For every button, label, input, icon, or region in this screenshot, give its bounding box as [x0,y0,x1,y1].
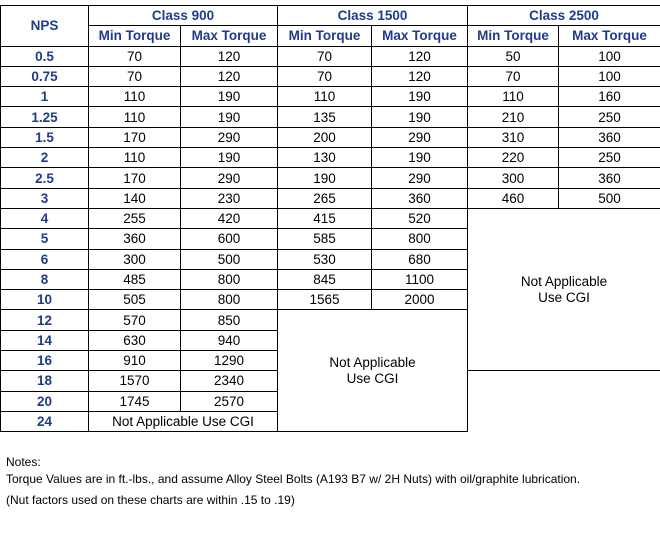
class-900-min-cell: 110 [89,87,181,107]
class-900-max-cell: 600 [181,229,278,249]
class-2500-max-cell: 250 [559,148,660,168]
class-1500-min-cell: 70 [278,46,372,66]
class-header: Class 900 [89,6,278,26]
not-applicable-cell-900: Not Applicable Use CGI [89,411,278,431]
nps-cell: 0.75 [1,66,89,86]
header-row-torque [1,26,660,46]
class-900-max-cell: 290 [181,168,278,188]
class-900-max-cell: 2570 [181,391,278,411]
class-900-min-cell: 485 [89,269,181,289]
use-cgi-text: Use CGI [538,289,590,305]
not-applicable-text: Not Applicable [329,354,416,370]
class-900-max-cell: 420 [181,208,278,228]
class-900-max-cell: 120 [181,46,278,66]
nps-cell: 3 [1,188,89,208]
class-900-max-cell: 230 [181,188,278,208]
class-900-max-cell: 2340 [181,371,278,391]
class-2500-min-cell: 310 [468,127,559,147]
nps-cell: 2 [1,148,89,168]
nps-cell: 1.5 [1,127,89,147]
class-900-max-cell: 500 [181,249,278,269]
class-1500-max-cell: 800 [372,229,468,249]
class-2500-min-cell: 70 [468,66,559,86]
class-900-min-cell: 910 [89,351,181,371]
table-row [1,208,660,228]
max-torque-header: Max Torque [181,26,278,46]
nps-cell: 2.5 [1,168,89,188]
table-row [1,188,660,208]
torque-table [0,5,660,432]
class-900-min-cell: 255 [89,208,181,228]
class-1500-min-cell: 415 [278,208,372,228]
class-2500-max-cell: 500 [559,188,660,208]
class-1500-max-cell: 190 [372,87,468,107]
class-1500-min-cell: 585 [278,229,372,249]
class-header: Class 1500 [278,6,468,26]
min-torque-header: Min Torque [468,26,559,46]
class-1500-max-cell: 290 [372,168,468,188]
table-row [1,66,660,86]
class-900-min-cell: 70 [89,46,181,66]
max-torque-header: Max Torque [372,26,468,46]
class-900-min-cell: 630 [89,330,181,350]
class-1500-max-cell: 360 [372,188,468,208]
nps-cell: 10 [1,290,89,310]
class-900-max-cell: 190 [181,107,278,127]
class-1500-min-cell: 845 [278,269,372,289]
class-1500-min-cell: 530 [278,249,372,269]
nps-cell: 16 [1,351,89,371]
notes-heading: Notes: [6,455,41,469]
class-1500-min-cell: 135 [278,107,372,127]
class-2500-max-cell: 360 [559,127,660,147]
nps-cell: 14 [1,330,89,350]
class-1500-max-cell: 520 [372,208,468,228]
class-header: Class 2500 [468,6,660,26]
notes-line-2: (Nut factors used on these charts are within .15 to .19) [6,493,295,507]
class-900-min-cell: 1745 [89,391,181,411]
notes [6,454,580,509]
class-1500-min-cell: 190 [278,168,372,188]
class-1500-max-cell: 120 [372,66,468,86]
use-cgi-text: Use CGI [346,370,399,386]
table-row [1,46,660,66]
class-2500-min-cell: 220 [468,148,559,168]
class-1500-max-cell: 190 [372,107,468,127]
class-900-max-cell: 800 [181,290,278,310]
class-900-max-cell: 190 [181,87,278,107]
table-row [1,87,660,107]
nps-cell: 12 [1,310,89,330]
table-row [1,168,660,188]
class-2500-min-cell: 50 [468,46,559,66]
class-2500-min-cell: 210 [468,107,559,127]
class-1500-min-cell: 200 [278,127,372,147]
header-row-classes [1,6,660,26]
class-900-min-cell: 170 [89,168,181,188]
nps-cell: 18 [1,371,89,391]
class-1500-max-cell: 290 [372,127,468,147]
class-900-min-cell: 70 [89,66,181,86]
class-900-max-cell: 800 [181,269,278,289]
class-2500-min-cell: 110 [468,87,559,107]
class-2500-min-cell: 460 [468,188,559,208]
table-row [1,127,660,147]
table-row [1,148,660,168]
class-2500-max-cell: 100 [559,46,660,66]
class-2500-max-cell: 100 [559,66,660,86]
nps-cell: 20 [1,391,89,411]
not-applicable-cell-1500 [278,310,468,432]
class-900-min-cell: 170 [89,127,181,147]
class-1500-min-cell: 1565 [278,290,372,310]
class-1500-max-cell: 190 [372,148,468,168]
class-1500-min-cell: 110 [278,87,372,107]
class-1500-max-cell: 680 [372,249,468,269]
class-1500-min-cell: 70 [278,66,372,86]
class-2500-min-cell: 300 [468,168,559,188]
nps-header: NPS [1,6,89,47]
class-900-max-cell: 190 [181,148,278,168]
class-900-min-cell: 360 [89,229,181,249]
nps-cell: 0.5 [1,46,89,66]
table-row [1,107,660,127]
class-900-min-cell: 110 [89,148,181,168]
class-900-max-cell: 940 [181,330,278,350]
min-torque-header: Min Torque [278,26,372,46]
notes-line-1: Torque Values are in ft.-lbs., and assume Alloy Steel Bolts (A193 B7 w/ 2H Nuts) with oil/graphite lubrication. [6,472,581,486]
class-900-min-cell: 1570 [89,371,181,391]
nps-cell: 1 [1,87,89,107]
class-1500-min-cell: 130 [278,148,372,168]
class-900-min-cell: 570 [89,310,181,330]
class-900-max-cell: 290 [181,127,278,147]
class-2500-max-cell: 250 [559,107,660,127]
class-900-min-cell: 505 [89,290,181,310]
nps-cell: 5 [1,229,89,249]
class-900-min-cell: 140 [89,188,181,208]
class-2500-max-cell: 360 [559,168,660,188]
not-applicable-text: Not Applicable [520,273,608,289]
not-applicable-cell-2500 [468,208,660,370]
nps-cell: 8 [1,269,89,289]
class-900-max-cell: 850 [181,310,278,330]
class-900-min-cell: 110 [89,107,181,127]
nps-cell: 24 [1,411,89,431]
class-1500-max-cell: 120 [372,46,468,66]
min-torque-header: Min Torque [89,26,181,46]
class-1500-max-cell: 1100 [372,269,468,289]
class-900-max-cell: 120 [181,66,278,86]
class-1500-min-cell: 265 [278,188,372,208]
class-2500-max-cell: 160 [559,87,660,107]
class-900-min-cell: 300 [89,249,181,269]
max-torque-header: Max Torque [559,26,660,46]
nps-cell: 1.25 [1,107,89,127]
nps-cell: 6 [1,249,89,269]
nps-cell: 4 [1,208,89,228]
class-900-max-cell: 1290 [181,351,278,371]
class-1500-max-cell: 2000 [372,290,468,310]
